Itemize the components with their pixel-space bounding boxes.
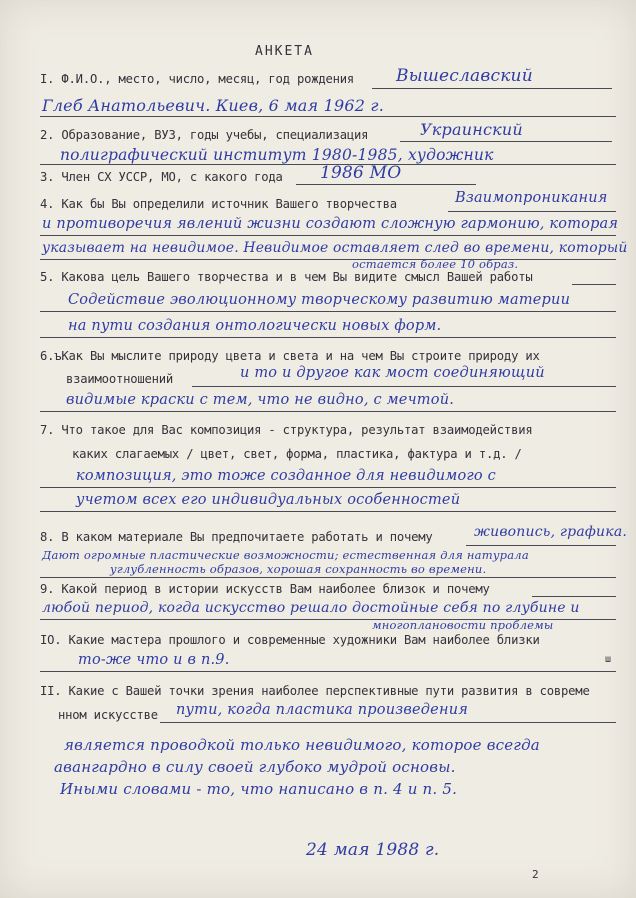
question-8-answer-line-1: живопись, графика.: [474, 524, 628, 540]
answer-underline: [448, 211, 616, 212]
question-3-label: 3. Член СХ УССР, МО, с какого года: [40, 170, 283, 184]
question-11-answer-line-3: авангардно в силу своей глубоко мудрой основы.: [54, 758, 456, 776]
question-4-answer-line-1: Взаимопроникания: [455, 190, 608, 206]
answer-underline: [40, 577, 616, 578]
question-3-answer: 1986 МО: [320, 163, 402, 183]
question-7-label-line-1: 7. Что такое для Вас композиция - структура, результат взаимодействия: [40, 423, 533, 437]
question-7-label-line-2: каких слагаемых / цвет, свет, форма, пластика, фактура и т.д. /: [72, 447, 522, 461]
question-9-label: 9. Какой период в истории искусств Вам наиболее близок и почему: [40, 582, 490, 596]
question-9-answer-line-2: многоплановости проблемы: [372, 618, 554, 632]
answer-underline: [372, 88, 612, 89]
answer-underline: [296, 184, 476, 185]
question-11-answer-line-1: пути, когда пластика произведения: [176, 702, 469, 718]
question-11-label-line-1: II. Какие с Вашей точки зрения наиболее перспективные пути развития в совреме: [40, 684, 590, 698]
answer-underline: [40, 671, 616, 672]
question-6-label-line-1: 6.ъКак Вы мыслите природу цвета и света и на чем Вы строите природу их: [40, 349, 540, 363]
question-4-answer-line-3: указывает на невидимое. Невидимое оставляет след во времени, который: [42, 240, 628, 256]
answer-underline: [532, 596, 616, 597]
question-4-answer-line-4: остается более 10 образ.: [352, 257, 519, 271]
question-5-answer-line-1: Содействие эволюционному творческому развитию материи: [68, 292, 571, 308]
question-8-label: 8. В каком материале Вы предпочитаете работать и почему: [40, 530, 433, 544]
answer-underline: [40, 116, 616, 117]
signature-date: 24 мая 1988 г.: [306, 840, 440, 860]
question-4-label: 4. Как бы Вы определили источник Вашего творчества: [40, 197, 397, 211]
question-2-answer-line-1: Украинский: [420, 120, 523, 139]
question-8-answer-line-3: углубленность образов, хорошая сохранность во времени.: [110, 562, 487, 576]
question-11-answer-line-2: является проводкой только невидимого, которое всегда: [64, 736, 540, 754]
question-8-answer-line-2: Дают огромные пластические возможности; естественная для натурала: [42, 548, 529, 562]
answer-underline: [192, 386, 616, 387]
question-1-answer-line-1: Вышеславский: [396, 66, 533, 86]
question-1-label: I. Ф.И.О., место, число, месяц, год рождения: [40, 72, 355, 86]
question-6-answer-line-2: видимые краски с тем, что не видно, с мечтой.: [66, 392, 455, 408]
question-9-answer-line-1: любой период, когда искусство решало достойные себя по глубине и: [42, 600, 580, 616]
answer-underline: [466, 545, 616, 546]
page-number: 2: [532, 868, 539, 881]
question-7-answer-line-1: композиция, это тоже созданное для невидимого с: [76, 468, 496, 484]
question-6-answer-line-1: и то и другое как мост соединяющий: [240, 365, 545, 381]
question-7-answer-line-2: учетом всех его индивидуальных особенностей: [76, 492, 461, 508]
answer-underline: [40, 487, 616, 488]
answer-underline: [572, 284, 616, 285]
question-5-label: 5. Какова цель Вашего творчества и в чем Вы видите смысл Вашей работы: [40, 270, 533, 284]
answer-underline: [160, 722, 616, 723]
question-1-answer-line-2: Глеб Анатольевич. Киев, 6 мая 1962 г.: [42, 96, 384, 115]
answer-underline: [40, 235, 616, 236]
page-title: АНКЕТА: [255, 44, 314, 59]
question-4-answer-line-2: и противоречия явлений жизни создают сложную гармонию, которая: [42, 216, 619, 232]
question-11-label-line-2: нном искусстве: [58, 708, 158, 722]
question-2-label: 2. Образование, ВУЗ, годы учебы, специализация: [40, 128, 369, 142]
question-2-answer-line-2: полиграфический институт 1980-1985, художник: [60, 146, 494, 164]
question-10-margin-mark: ш: [605, 654, 611, 665]
answer-underline: [40, 511, 616, 512]
question-11-answer-line-4: Иными словами - то, что написано в п. 4 и п. 5.: [60, 780, 458, 798]
answer-underline: [40, 311, 616, 312]
question-10-label: IO. Какие мастера прошлого и современные художники Вам наиболее близки: [40, 633, 540, 647]
answer-underline: [400, 141, 612, 142]
question-6-label-line-2: взаимоотношений: [66, 372, 174, 386]
question-10-answer: то-же что и в п.9.: [78, 652, 230, 668]
question-5-answer-line-2: на пути создания онтологически новых форм.: [68, 318, 442, 334]
answer-underline: [40, 259, 616, 260]
answer-underline: [40, 337, 616, 338]
answer-underline: [40, 411, 616, 412]
